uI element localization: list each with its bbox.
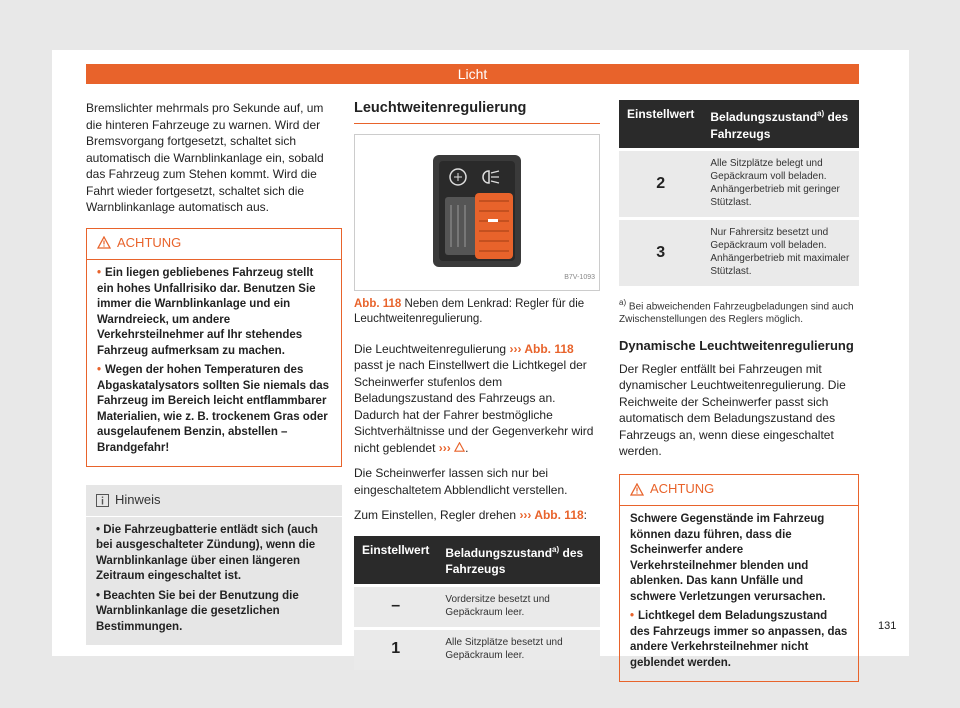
table-cell-value: 1 [354, 628, 437, 670]
table-cell-value: 3 [619, 219, 702, 287]
table-row [354, 628, 600, 670]
warning-label: ACHTUNG [117, 234, 182, 250]
warning-triangle-icon [454, 442, 465, 452]
chapter-header: Licht [86, 64, 859, 84]
note-item: • Die Fahrzeugbatterie entlädt sich (auch bei ausgeschalteter Zündung), wenn die Warnblinkanlage über einen längeren Zeitraum eingeschaltet ist. [96, 523, 318, 582]
warning-body [87, 260, 341, 456]
table-row [619, 219, 859, 287]
table-header-row [619, 100, 859, 150]
warning-triangle-icon [97, 236, 111, 249]
dynamic-paragraph: Der Regler entfällt bei Fahrzeugen mit dynamischer Leuchtweitenregulierung. Die Reichweite der Scheinwerfer passt sich automatisch dem Beladungszustand des Fahrzeugs an, wenn diese eingeschaltet werden. [619, 361, 846, 459]
table-header-setting: Einstellwert [354, 536, 437, 586]
table-cell-text: Nur Fahrersitz besetzt und Gepäckraum voll beladen. Anhängerbetrieb mit maximaler Stützlast. [702, 219, 859, 287]
warning-item: • Ein liegen gebliebenes Fahrzeug stellt ein hohes Unfallrisiko dar. Benutzen Sie immer die Warnblinkanlage und ein Warndreieck, um andere Verkehrsteilnehmer auf Ihr stehendes Fahrzeug aufmerksam zu machen. [97, 267, 316, 357]
subsection-title: Dynamische Leuchtweitenregulierung [619, 338, 854, 354]
paragraph-2: Die Scheinwerfer lassen sich nur bei eingeschaltetem Abblendlicht verstellen. [354, 466, 568, 497]
bullet-icon: • [97, 364, 102, 376]
bullet-icon: • [97, 267, 102, 279]
bullet-icon: • [630, 610, 635, 623]
figure-headlight-regulator [354, 134, 600, 291]
warning-body [620, 506, 858, 671]
table-header-load: Beladungszustand$^{a)}$ des Fahrzeugs [702, 100, 859, 150]
figure-caption: Abb. 118 Neben dem Lenkrad: Regler für die Leuchtweitenregulierung. [354, 297, 585, 325]
bullet-icon: • [96, 523, 104, 536]
note-box [86, 485, 342, 645]
footnote: $^{a)}$ Bei abweichenden Fahrzeugbeladungen sind auch Zwischenstellungen des Reglers möglich. [619, 298, 854, 326]
table-row [354, 585, 600, 628]
table-row [619, 150, 859, 219]
warning-box [619, 474, 859, 683]
table-cell-text: Vordersitze besetzt und Gepäckraum leer. [437, 585, 600, 628]
column-middle [354, 100, 600, 670]
table-header-row [354, 536, 600, 586]
page-number: 131 [878, 620, 897, 632]
note-header [86, 485, 342, 517]
warning-link[interactable]: ››› [438, 440, 451, 455]
table-header-load: Beladungszustand$^{a)}$ des Fahrzeugs [437, 536, 600, 586]
warning-item: • Lichtkegel dem Beladungszustand des Fahrzeugs immer so anpassen, das andere Verkehrsteilnehmer nicht geblendet werden. [630, 610, 848, 669]
column-left [86, 100, 342, 645]
note-item: • Beachten Sie bei der Benutzung die Warnblinkanlage die gesetzlichen Bestimmungen. [96, 589, 299, 633]
note-label: Hinweis [115, 492, 161, 507]
info-icon [96, 494, 109, 507]
table-header-setting: Einstellwert [619, 100, 702, 150]
table-cell-value: – [354, 585, 437, 628]
note-body [86, 517, 342, 636]
bullet-icon: • [96, 589, 104, 602]
warning-item: • Wegen der hohen Temperaturen des Abgaskatalysators sollten Sie niemals das Fahrzeug im Bereich leicht entflammbarer Materialien, wie z. B. trockenem Gras oder ausgelaufenem Benzin, abstellen – Brandgefahr! [97, 364, 330, 454]
warning-text: Schwere Gegenstände im Fahrzeug können dazu führen, dass die Scheinwerfer andere Verkehrsteilnehmer blenden und ablenken. Das kann Unfälle und schwere Verletzungen verursachen. [630, 513, 826, 603]
table-cell-text: Alle Sitzplätze besetzt und Gepäckraum leer. [437, 628, 600, 670]
table-cell-value: 2 [619, 150, 702, 219]
paragraph-1: Die Leuchtweitenregulierung ››› Abb. 118 passt je nach Einstellwert die Lichtkegel der Scheinwerfer stufenlos dem Beladungszustand des Fahrzeugs an. Dadurch hat der Fahrer bestmögliche Sichtverhältnisse und der Gegenverkehr wird nicht geblendet ››› . [354, 341, 594, 455]
warning-header [87, 229, 341, 261]
column-right [619, 100, 859, 682]
warning-box [86, 228, 342, 468]
figure-code: B7V-1093 [564, 274, 595, 281]
warning-triangle-icon [630, 483, 644, 496]
intro-paragraph: Bremslichter mehrmals pro Sekunde auf, um die hinteren Fahrzeuge zu warnen. Wird der Bremsvorgang fortgesetzt, schaltet sich automatisch die Warnblinkanlage ein, sobald das Fahrzeug zum Stehen kommt. Wird die Fahrt wieder fortgesetzt, schaltet sich die Warnblinkanlage automatisch aus. [86, 101, 324, 214]
section-title: Leuchtweitenregulierung [354, 100, 600, 124]
figure-link[interactable]: ››› Abb. 118 [519, 508, 584, 522]
headlight-regulator-illustration [355, 135, 599, 290]
figure-link[interactable]: ››› Abb. 118 [509, 341, 574, 356]
warning-header [620, 475, 858, 507]
warning-label: ACHTUNG [650, 480, 715, 496]
paragraph-3: Zum Einstellen, Regler drehen ››› Abb. 118: [354, 508, 588, 522]
load-table [354, 536, 600, 670]
table-cell-text: Alle Sitzplätze belegt und Gepäckraum voll beladen. Anhängerbetrieb mit geringer Stützlast. [702, 150, 859, 219]
load-table-continued [619, 100, 859, 286]
